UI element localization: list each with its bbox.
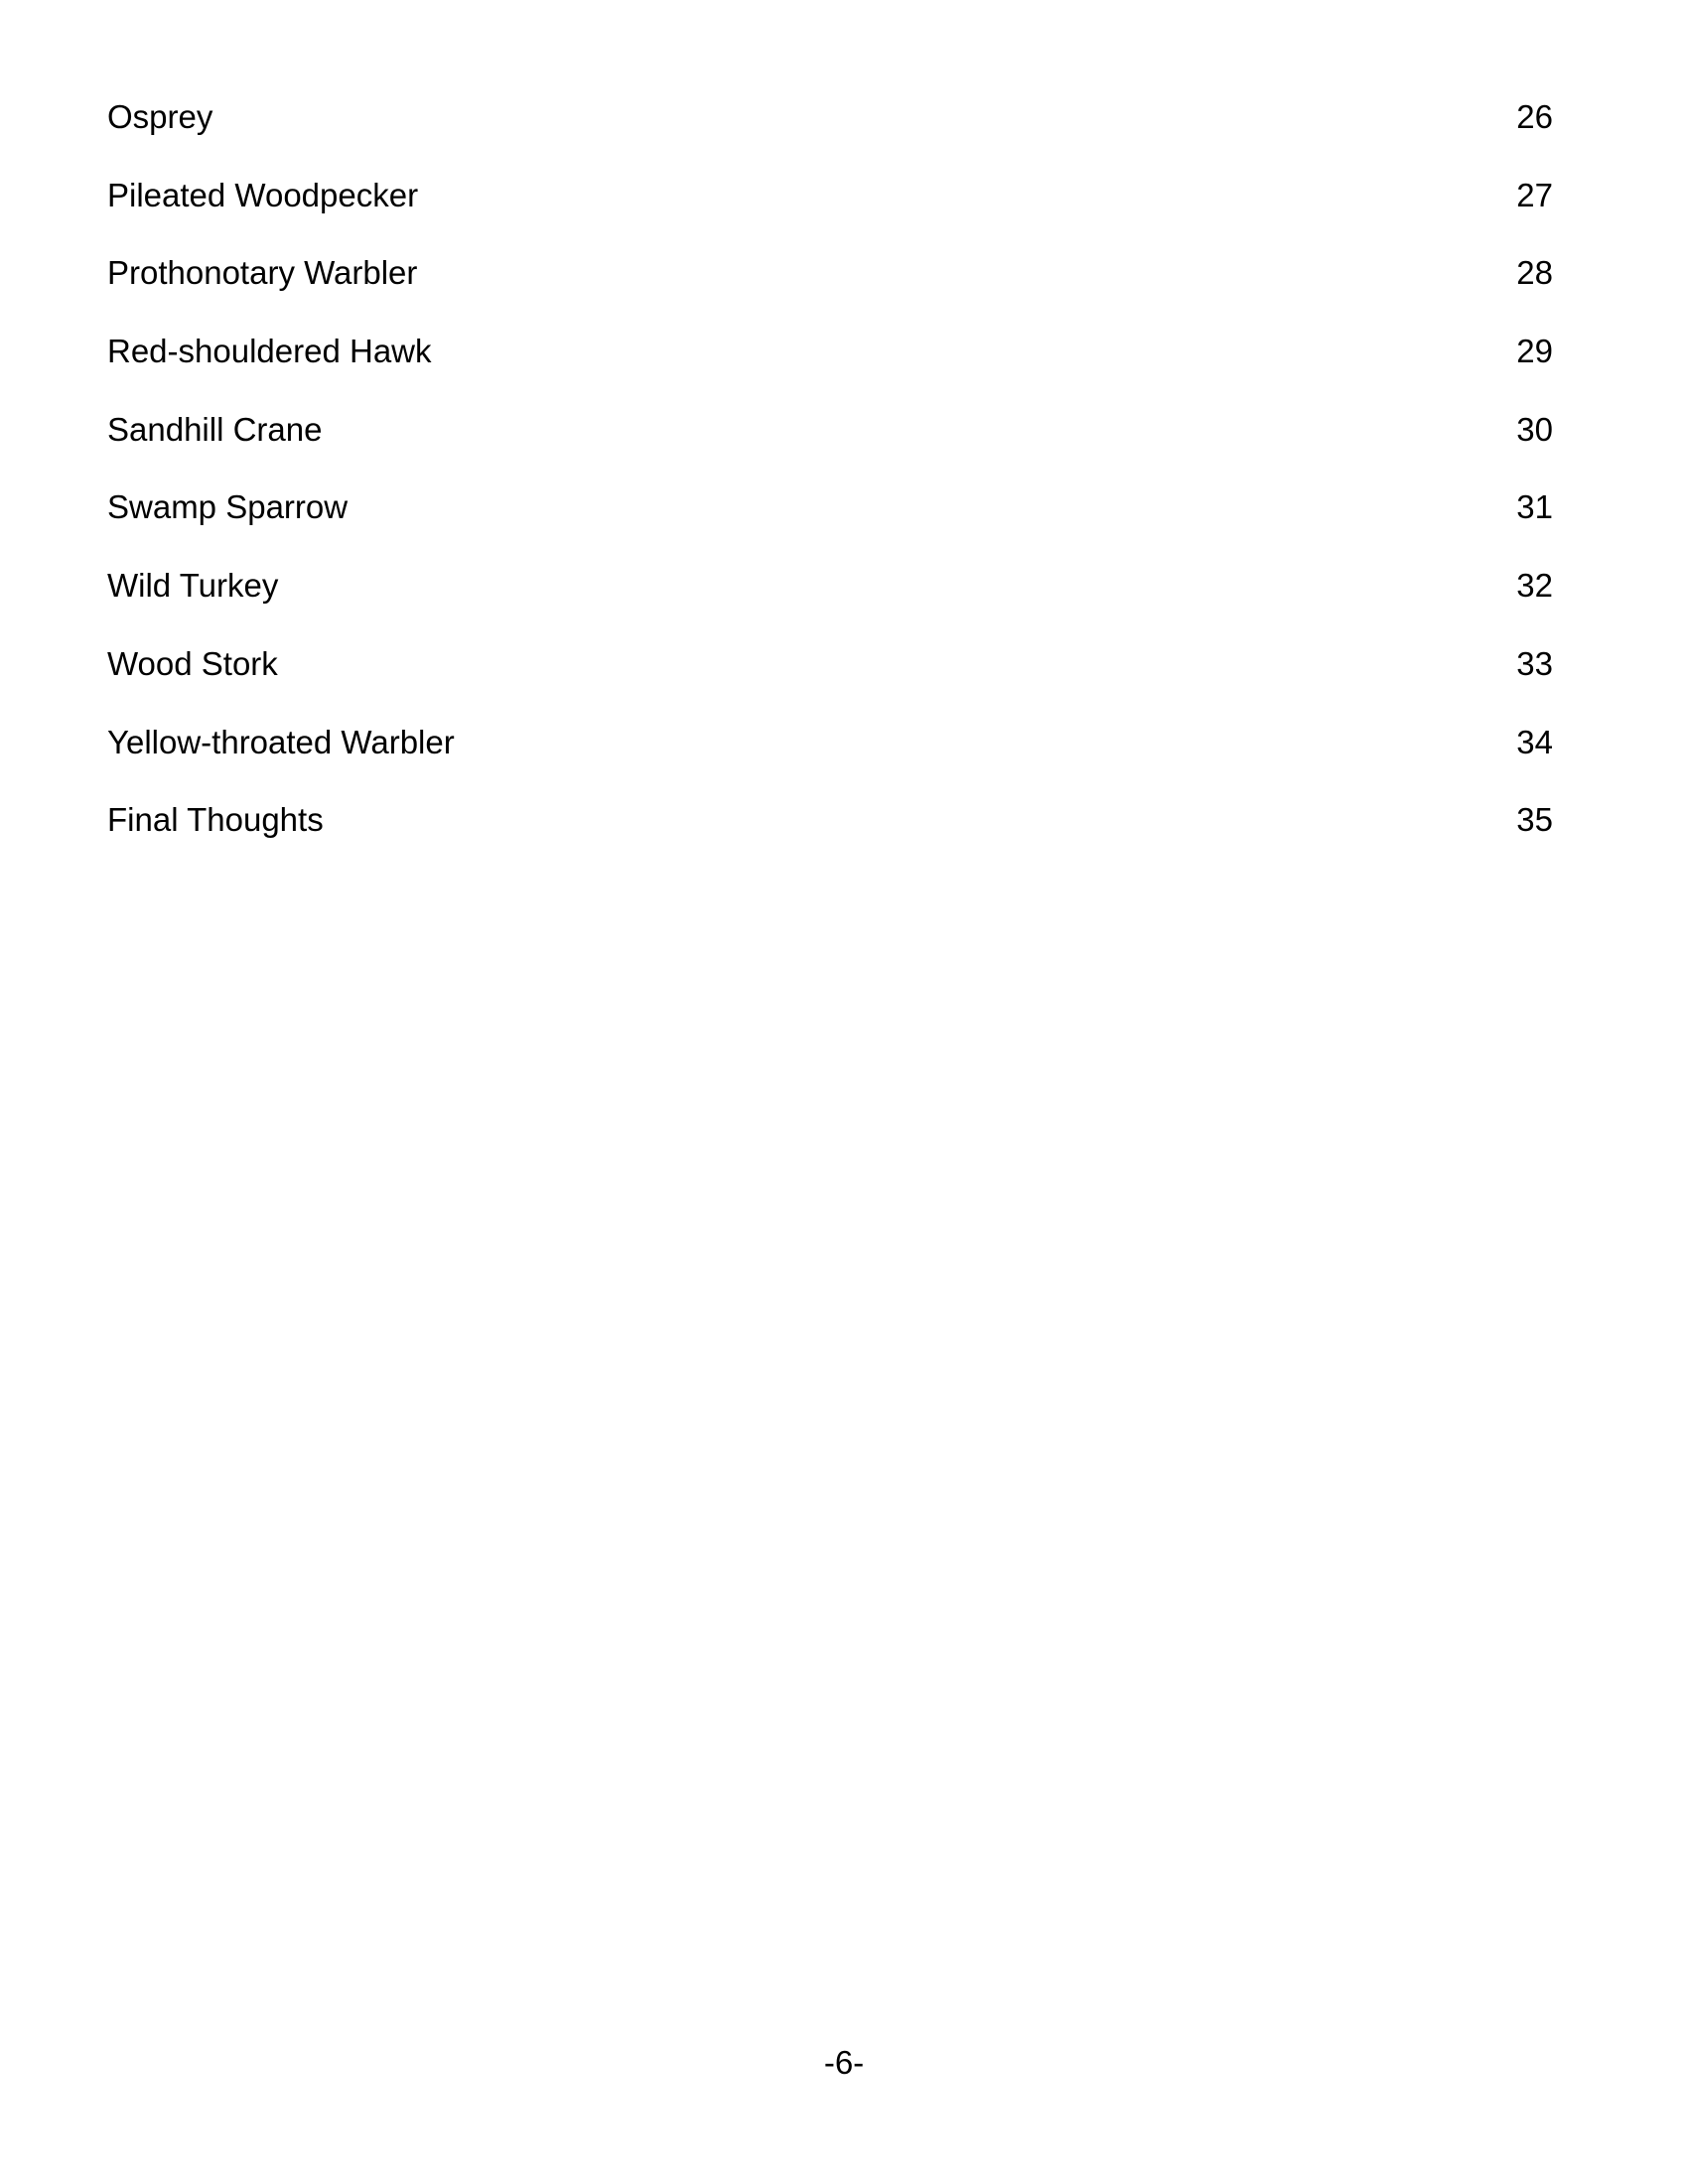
toc-entry-page-number: 33 xyxy=(1516,644,1553,682)
toc-entry-page-number: 34 xyxy=(1516,723,1553,760)
toc-entry-title: Final Thoughts xyxy=(107,801,324,839)
toc-entry-page-number: 30 xyxy=(1516,410,1553,448)
toc-entry-sandhill-crane xyxy=(107,402,1553,480)
toc-entry-title: Wood Stork xyxy=(107,644,278,682)
toc-entry-final-thoughts xyxy=(107,792,1553,871)
toc-entry-title: Swamp Sparrow xyxy=(107,488,349,526)
toc-entry-title: Osprey xyxy=(107,98,213,135)
toc-entry-title: Sandhill Crane xyxy=(107,410,323,448)
toc-entry-title: Pileated Woodpecker xyxy=(107,176,419,213)
toc-entry-red-shouldered-hawk xyxy=(107,324,1553,402)
toc-entry-title: Red-shouldered Hawk xyxy=(107,333,432,370)
toc-entry-osprey xyxy=(107,89,1553,168)
toc-entry-pileated-woodpecker xyxy=(107,168,1553,246)
toc-entry-yellow-throated-warbler xyxy=(107,715,1553,793)
toc-entry-page-number: 29 xyxy=(1516,333,1553,370)
toc-entry-prothonotary-warbler xyxy=(107,245,1553,324)
table-of-contents xyxy=(107,89,1553,871)
toc-entry-page-number: 28 xyxy=(1516,254,1553,292)
toc-entry-wild-turkey xyxy=(107,558,1553,636)
page-number: -6- xyxy=(823,2044,865,2081)
toc-entry-title: Prothonotary Warbler xyxy=(107,254,418,292)
toc-entry-title: Yellow-throated Warbler xyxy=(107,723,455,760)
toc-entry-page-number: 32 xyxy=(1516,567,1553,605)
toc-entry-page-number: 31 xyxy=(1516,488,1553,526)
toc-entry-page-number: 26 xyxy=(1516,98,1553,135)
toc-entry-page-number: 27 xyxy=(1516,176,1553,213)
toc-entry-swamp-sparrow xyxy=(107,479,1553,558)
toc-entry-title: Wild Turkey xyxy=(107,567,279,605)
toc-entry-wood-stork xyxy=(107,636,1553,715)
toc-entry-page-number: 35 xyxy=(1516,801,1553,839)
